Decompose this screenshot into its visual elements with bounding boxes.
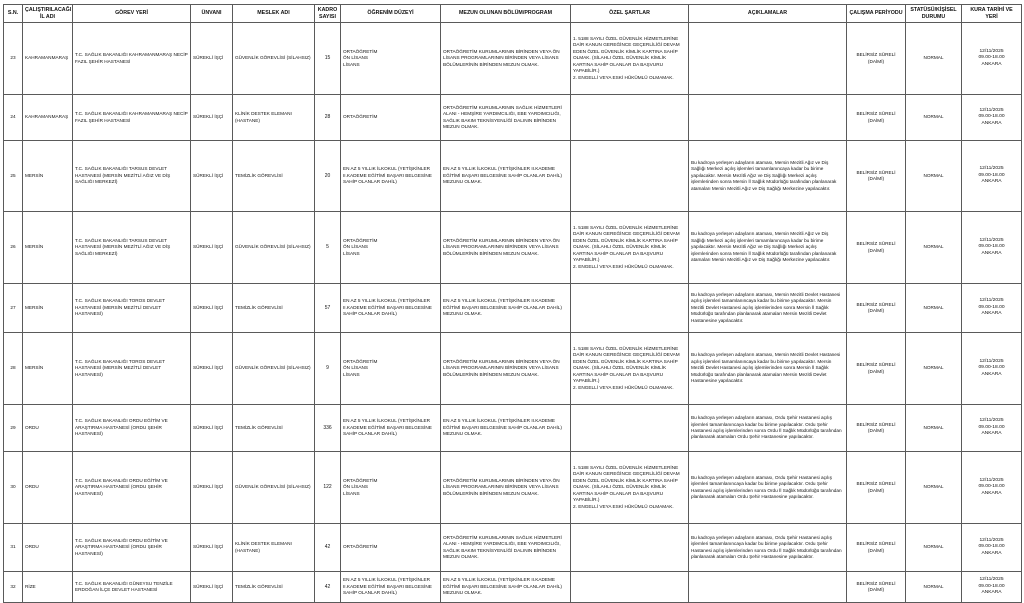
table-row (4, 141, 1022, 212)
cell-gorev-yeri: T.C. SAĞLIK BAKANLIĞI TARSUS DEVLET HASTANESİ (MERSİN MEZİTLİ AĞIZ VE DİŞ SAĞLIĞI MERKEZİ) (73, 212, 191, 284)
cell-kura-line: 09.00-18.00 (978, 583, 1005, 589)
header-bolum: MEZUN OLUNAN BÖLÜM/PROGRAM (441, 5, 571, 23)
header-aciklamalar: AÇIKLAMALAR (689, 5, 847, 23)
cell-ozel-sartlar (571, 95, 689, 141)
cell-ozel-sartlar (571, 284, 689, 333)
cell-kura-line: 09.00-18.00 (978, 424, 1005, 430)
cell-ozel-sartlar-line: 1. 5188 SAYILI ÖZEL GÜVENLİK HİZMETLERİNE DAİR KANUN GEREĞİNCE GEÇERLİLİĞİ DEVAM EDEN ÖZEL GÜVENLİK KİMLİK KARTINA SAHİP OLMAK. (SİLAHLI ÖZEL GÜVENLİK KİMLİK KARTINA SAHİP OLANLAR DA BAŞVURU YAPABİLİR.) (573, 36, 680, 74)
cell-aciklama: Bu kadroya yerleşen adayların ataması, Ordu Şehir Hastanesi açılış işlemleri tamamlanıncaya kadar bu birime yapılacaktır. Ordu Şehir Hastanesi açılış işlemlerinden sonra Ordu İl Sağlık Müdürlüğü tarafından planlanarak atamaları Ordu Şehir Hastanesine yapılacaktır. (689, 452, 847, 524)
cell-unvan: SÜREKLİ İŞÇİ (191, 284, 233, 333)
cell-aciklama: Bu kadroya yerleşen adayların ataması, Ordu Şehir Hastanesi açılış işlemleri tamamlanıncaya kadar bu birime yapılacaktır. Ordu Şehir Hastanesi açılış işlemlerinden sonra Ordu İl Sağlık Müdürlüğü tarafından planlanarak atamaları Ordu Şehir Hastanesine yapılacaktır. (689, 405, 847, 452)
cell-periyot-line: (DAİMİ) (867, 176, 885, 181)
cell-il: RİZE (23, 572, 73, 603)
header-ogrenim: ÖĞRENİM DÜZEYİ (341, 5, 441, 23)
header-kura: KURA TARİHİ VE YERİ (962, 5, 1022, 23)
cell-kadro: 57 (315, 284, 341, 333)
cell-periyot-line: BELİRSİZ SÜRELİ (856, 301, 896, 307)
cell-ozel-sartlar (571, 452, 689, 524)
cell-sn: 26 (4, 212, 23, 284)
cell-ogrenim (341, 524, 441, 572)
cell-bolum: ORTAÖĞRETİM KURUMLARININ BİRİNDEN VEYA ÖN LİSANS PROGRAMLARININ BİRİNDEN VEYA LİSANS BÖLÜMLERİNİN BİRİNDEN MEZUN OLMAK. (441, 23, 571, 95)
cell-kura (962, 23, 1022, 95)
cell-kadro: 42 (315, 524, 341, 572)
cell-periyot-line: (DAİMİ) (867, 587, 885, 592)
cell-ozel-sartlar (571, 212, 689, 284)
cell-ogrenim-line: LİSANS (343, 250, 360, 256)
table-row (4, 284, 1022, 333)
cell-ogrenim (341, 572, 441, 603)
cell-kura-line: 12/11/2025 (979, 237, 1004, 243)
table-row (4, 524, 1022, 572)
cell-il: KAHRAMANMARAŞ (23, 95, 73, 141)
cell-periyot-line: (DAİMİ) (867, 547, 885, 553)
cell-il: ORDU (23, 452, 73, 524)
table-row (4, 405, 1022, 452)
cell-kura-line: 12/11/2025 (979, 477, 1004, 483)
cell-kadro: 20 (315, 141, 341, 212)
cell-ogrenim-line: ÖN LİSANS (343, 484, 369, 490)
cell-meslek: KLİNİK DESTEK ELEMANI (HASTANE) (233, 95, 315, 141)
header-il: ÇALIŞTIRILACAĞI İL ADI (23, 5, 73, 23)
cell-ogrenim (341, 452, 441, 524)
cell-statu: NORMAL (906, 141, 962, 212)
cell-sn: 29 (4, 405, 23, 452)
cell-periyot (847, 95, 906, 141)
cell-meslek: GÜVENLİK GÖREVLİSİ (SİLAHSIZ) (233, 23, 315, 95)
cell-kura (962, 95, 1022, 141)
cell-kura-line: ANKARA (981, 120, 1002, 126)
cell-aciklama (689, 95, 847, 141)
header-kadro: KADRO SAYISI (315, 5, 341, 23)
cell-ozel-sartlar-line: 2. ENGELLİ VEYA ESKİ HÜKÜMLÜ OLMAMAK. (573, 263, 674, 269)
cell-periyot-line: BELİRSİZ SÜRELİ (856, 541, 896, 547)
cell-il: KAHRAMANMARAŞ (23, 23, 73, 95)
cell-kura-line: 09.00-18.00 (978, 244, 1005, 250)
cell-gorev-yeri: T.C. SAĞLIK BAKANLIĞI TOROS DEVLET HASTANESİ (MERSİN MEZİTLİ DEVLET HASTANESİ) (73, 333, 191, 405)
cell-periyot-line: (DAİMİ) (867, 247, 885, 253)
cell-kura-line: 12/11/2025 (979, 298, 1004, 304)
cell-il: MERSİN (23, 333, 73, 405)
header-row (4, 5, 1022, 23)
cell-il: MERSİN (23, 284, 73, 333)
cell-kura (962, 141, 1022, 212)
cell-statu: NORMAL (906, 452, 962, 524)
cell-aciklama: Bu kadroya yerleşen adayların ataması, Mersin Mezitli Devlet Hastanesi açılış işlemleri tamamlanıncaya kadar bu birime yapılacaktır. Mersin Mezitli Devlet Hastanesi açılış işlemlerinden sonra Mersin İl Sağlık Müdürlüğü tarafından planlanarak atamaları Mersin Mezitli Devlet Hastanesine yapılacaktır. (689, 284, 847, 333)
cell-kura-line: ANKARA (981, 431, 1002, 437)
cell-ogrenim (341, 284, 441, 333)
cell-sn: 25 (4, 141, 23, 212)
cell-kadro: 5 (315, 212, 341, 284)
cell-statu: NORMAL (906, 95, 962, 141)
cell-gorev-yeri: T.C. SAĞLIK BAKANLIĞI TOROS DEVLET HASTANESİ (MERSİN MEZİTLİ DEVLET HASTANESİ) (73, 284, 191, 333)
cell-ogrenim-line: ÖN LİSANS (343, 365, 369, 371)
cell-unvan: SÜREKLİ İŞÇİ (191, 212, 233, 284)
cell-periyot-line: (DAİMİ) (867, 58, 885, 64)
cell-meslek: TEMİZLİK GÖREVLİSİ (233, 405, 315, 452)
cell-ozel-sartlar-line: 2. ENGELLİ VEYA ESKİ HÜKÜMLÜ OLMAMAK. (573, 74, 674, 80)
cell-il: MERSİN (23, 141, 73, 212)
table-row (4, 23, 1022, 95)
cell-unvan: SÜREKLİ İŞÇİ (191, 333, 233, 405)
cell-gorev-yeri: T.C. SAĞLIK BAKANLIĞI KAHRAMANMARAŞ NECİP FAZIL ŞEHİR HASTANESİ (73, 95, 191, 141)
cell-periyot-line: (DAİMİ) (867, 117, 885, 123)
cell-gorev-yeri: T.C. SAĞLIK BAKANLIĞI ORDU EĞİTİM VE ARAŞTIRMA HASTANESİ (ORDU ŞEHİR HASTANESİ) (73, 405, 191, 452)
cell-statu: NORMAL (906, 572, 962, 603)
cell-kura-line: ANKARA (981, 179, 1002, 185)
cell-meslek: TEMİZLİK GÖREVLİSİ (233, 284, 315, 333)
cell-statu: NORMAL (906, 405, 962, 452)
cell-kura-line: 09.00-18.00 (978, 304, 1005, 310)
cell-ozel-sartlar-line: 1. 5188 SAYILI ÖZEL GÜVENLİK HİZMETLERİNE DAİR KANUN GEREĞİNCE GEÇERLİLİĞİ DEVAM EDEN ÖZEL GÜVENLİK KİMLİK KARTINA SAHİP OLMAK. (SİLAHLI ÖZEL GÜVENLİK KİMLİK KARTINA SAHİP OLANLAR DA BAŞVURU YAPABİLİR.) (573, 346, 680, 384)
cell-ogrenim (341, 95, 441, 141)
cell-kura-line: ANKARA (981, 590, 1002, 596)
cell-meslek: TEMİZLİK GÖREVLİSİ (233, 141, 315, 212)
cell-il: ORDU (23, 524, 73, 572)
header-sn: S.N. (4, 5, 23, 23)
table-row (4, 452, 1022, 524)
cell-bolum: EN AZ 5 YILLIK İLKOKUL (YETİŞKİNLER II.KADEME EĞİTİMİ BAŞARI BELGESİNE SAHİP OLANLAR DAHİL) MEZUNU OLMAK. (441, 284, 571, 333)
cell-gorev-yeri: T.C. SAĞLIK BAKANLIĞI KAHRAMANMARAŞ NECİP FAZIL ŞEHİR HASTANESİ (73, 23, 191, 95)
cell-aciklama (689, 23, 847, 95)
cell-il: MERSİN (23, 212, 73, 284)
cell-kura-line: ANKARA (981, 371, 1002, 377)
cell-ogrenim (341, 23, 441, 95)
cell-periyot-line: (DAİMİ) (867, 487, 885, 493)
cell-ogrenim (341, 212, 441, 284)
cell-aciklama: Bu kadroya yerleşen adayların ataması, Mersin Mezitli Ağız ve Diş Sağlığı Merkezi açılış işlemleri tamamlanıncaya kadar bu birime yapılacaktır. Mersin Mezitli Ağız ve Diş Sağlığı Merkezi açılış işlemlerinden sonra Mersin İl Sağlık Müdürlüğü tarafından planlanarak atamaları Mersin Mezitli Ağız ve Diş Sağlığı Merkezine yapılacaktır. (689, 212, 847, 284)
cell-kura-line: ANKARA (981, 61, 1002, 67)
cell-periyot (847, 452, 906, 524)
cell-kura (962, 572, 1022, 603)
cell-ozel-sartlar (571, 524, 689, 572)
cell-periyot (847, 284, 906, 333)
cell-bolum: ORTAÖĞRETİM KURUMLARININ BİRİNDEN VEYA ÖN LİSANS PROGRAMLARININ BİRİNDEN VEYA LİSANS BÖLÜMLERİNİN BİRİNDEN MEZUN OLMAK. (441, 212, 571, 284)
cell-kura-line: ANKARA (981, 250, 1002, 256)
cell-ogrenim (341, 405, 441, 452)
cell-ozel-sartlar-line: 1. 5188 SAYILI ÖZEL GÜVENLİK HİZMETLERİNE DAİR KANUN GEREĞİNCE GEÇERLİLİĞİ DEVAM EDEN ÖZEL GÜVENLİK KİMLİK KARTINA SAHİP OLMAK. (SİLAHLI ÖZEL GÜVENLİK KİMLİK KARTINA SAHİP OLANLAR DA BAŞVURU YAPABİLİR.) (573, 465, 680, 503)
cell-kura-line: 09.00-18.00 (978, 55, 1005, 61)
cell-kura-line: 09.00-18.00 (978, 484, 1005, 490)
cell-aciklama: Bu kadroya yerleşen adayların ataması, Ordu Şehir Hastanesi açılış işlemleri tamamlanıncaya kadar bu birime yapılacaktır. Ordu Şehir Hastanesi açılış işlemlerinden sonra Ordu İl Sağlık Müdürlüğü tarafından planlanarak atamaları Ordu Şehir Hastanesine yapılacaktır. (689, 524, 847, 572)
cell-kura-line: 09.00-18.00 (978, 114, 1005, 120)
header-ozel-sartlar: ÖZEL ŞARTLAR (571, 5, 689, 23)
cell-kura-line: 09.00-18.00 (978, 544, 1005, 550)
cell-statu: NORMAL (906, 284, 962, 333)
cell-sn: 24 (4, 95, 23, 141)
cell-periyot (847, 23, 906, 95)
cell-periyot-line: (DAİMİ) (867, 368, 885, 374)
cell-ozel-sartlar (571, 572, 689, 603)
cell-sn: 30 (4, 452, 23, 524)
cell-kura (962, 284, 1022, 333)
cell-bolum: EN AZ 5 YILLIK İLKOKUL (YETİŞKİNLER II.KADEME EĞİTİMİ BAŞARI BELGESİNE SAHİP OLANLAR DAHİL) MEZUNU OLMAK. (441, 141, 571, 212)
cell-periyot (847, 141, 906, 212)
cell-kura (962, 212, 1022, 284)
cell-ogrenim-line: ORTAÖĞRETİM (343, 358, 378, 364)
cell-gorev-yeri: T.C. SAĞLIK BAKANLIĞI GÜNEYSU TENZİLE ERDOĞAN İLÇE DEVLET HASTANESİ (73, 572, 191, 603)
cell-ogrenim (341, 333, 441, 405)
cell-ogrenim-line: LİSANS (343, 371, 360, 377)
table-row (4, 212, 1022, 284)
cell-ogrenim (341, 141, 441, 212)
cell-unvan: SÜREKLİ İŞÇİ (191, 95, 233, 141)
cell-kura-line: 12/11/2025 (979, 358, 1004, 364)
cell-meslek: GÜVENLİK GÖREVLİSİ (SİLAHSIZ) (233, 333, 315, 405)
cell-ogrenim-line: EN AZ 5 YILLIK İLKOKUL (YETİŞKİNLER II.KADEME EĞİTİMİ BAŞARI BELGESİNE SAHİP OLANLAR DAHİL) (343, 298, 432, 317)
job-listing-table (3, 4, 1022, 603)
cell-ozel-sartlar-line: 1. 5188 SAYILI ÖZEL GÜVENLİK HİZMETLERİNE DAİR KANUN GEREĞİNCE GEÇERLİLİĞİ DEVAM EDEN ÖZEL GÜVENLİK KİMLİK KARTINA SAHİP OLMAK. (SİLAHLI ÖZEL GÜVENLİK KİMLİK KARTINA SAHİP OLANLAR DA BAŞVURU YAPABİLİR.) (573, 225, 680, 263)
cell-bolum: ORTAÖĞRETİM KURUMLARININ BİRİNDEN VEYA ÖN LİSANS PROGRAMLARININ BİRİNDEN VEYA LİSANS BÖLÜMLERİNİN BİRİNDEN MEZUN OLMAK. (441, 333, 571, 405)
cell-gorev-yeri: T.C. SAĞLIK BAKANLIĞI ORDU EĞİTİM VE ARAŞTIRMA HASTANESİ (ORDU ŞEHİR HASTANESİ) (73, 524, 191, 572)
cell-periyot-line: BELİRSİZ SÜRELİ (856, 362, 896, 368)
cell-periyot-line: BELİRSİZ SÜRELİ (856, 241, 896, 247)
cell-sn: 31 (4, 524, 23, 572)
cell-ogrenim-line: ORTAÖĞRETİM (343, 114, 378, 120)
cell-bolum: ORTAÖĞRETİM KURUMLARININ SAĞLIK HİZMETLERİ ALANI - HEMŞİRE YARDIMCILIĞI, EBE YARDIMCILIĞI, SAĞLIK BAKIM TEKNİSYENLİĞİ DALININ BİRİNDEN MEZUN OLMAK. (441, 95, 571, 141)
cell-periyot-line: BELİRSİZ SÜRELİ (856, 111, 896, 117)
cell-unvan: SÜREKLİ İŞÇİ (191, 405, 233, 452)
cell-bolum: EN AZ 5 YILLIK İLKOKUL (YETİŞKİNLER II.KADEME EĞİTİMİ BAŞARI BELGESİNE SAHİP OLANLAR DAHİL) MEZUNU OLMAK. (441, 405, 571, 452)
table-row (4, 95, 1022, 141)
cell-periyot (847, 333, 906, 405)
cell-kura-line: 12/11/2025 (979, 577, 1004, 583)
cell-sn: 27 (4, 284, 23, 333)
cell-kura-line: 12/11/2025 (979, 48, 1004, 54)
cell-kura-line: 12/11/2025 (979, 537, 1004, 543)
cell-periyot (847, 405, 906, 452)
table-row (4, 572, 1022, 603)
cell-aciklama: Bu kadroya yerleşen adayların ataması, Mersin Mezitli Devlet Hastanesi açılış işlemleri tamamlanıncaya kadar bu birime yapılacaktır. Mersin Mezitli Devlet Hastanesi açılış işlemlerinden sonra Mersin İl Sağlık Müdürlüğü tarafından planlanarak atamaları Mersin Mezitli Devlet Hastanesine yapılacaktır. (689, 333, 847, 405)
cell-kadro: 336 (315, 405, 341, 452)
cell-unvan: SÜREKLİ İŞÇİ (191, 452, 233, 524)
cell-kura-line: ANKARA (981, 550, 1002, 556)
cell-periyot-line: (DAİMİ) (867, 308, 885, 313)
cell-kura (962, 452, 1022, 524)
cell-ogrenim-line: ORTAÖĞRETİM (343, 477, 378, 483)
cell-ozel-sartlar (571, 333, 689, 405)
cell-kadro: 122 (315, 452, 341, 524)
header-statu: STATÜSÜ/KİŞİSEL DURUMU (906, 5, 962, 23)
cell-periyot-line: BELİRSİZ SÜRELİ (856, 580, 896, 586)
cell-statu: NORMAL (906, 23, 962, 95)
cell-ozel-sartlar-line: 2. ENGELLİ VEYA ESKİ HÜKÜMLÜ OLMAMAK. (573, 384, 674, 390)
cell-gorev-yeri: T.C. SAĞLIK BAKANLIĞI TARSUS DEVLET HASTANESİ (MERSİN MEZİTLİ AĞIZ VE DİŞ SAĞLIĞI MERKEZİ) (73, 141, 191, 212)
cell-kura (962, 524, 1022, 572)
cell-kura-line: 12/11/2025 (979, 107, 1004, 113)
cell-ozel-sartlar (571, 141, 689, 212)
cell-il: ORDU (23, 405, 73, 452)
cell-ozel-sartlar (571, 405, 689, 452)
cell-ogrenim-line: EN AZ 5 YILLIK İLKOKUL (YETİŞKİNLER II.KADEME EĞİTİMİ BAŞARI BELGESİNE SAHİP OLANLAR DAHİL) (343, 577, 432, 596)
cell-statu: NORMAL (906, 333, 962, 405)
header-unvan: ÜNVANI (191, 5, 233, 23)
cell-meslek: GÜVENLİK GÖREVLİSİ (SİLAHSIZ) (233, 452, 315, 524)
cell-ogrenim-line: ORTAÖĞRETİM (343, 48, 378, 54)
cell-sn: 23 (4, 23, 23, 95)
cell-meslek: TEMİZLİK GÖREVLİSİ (233, 572, 315, 603)
cell-kadro: 9 (315, 333, 341, 405)
cell-ogrenim-line: LİSANS (343, 61, 360, 67)
header-gorev-yeri: GÖREV YERİ (73, 5, 191, 23)
cell-unvan: SÜREKLİ İŞÇİ (191, 572, 233, 603)
cell-ogrenim-line: EN AZ 5 YILLIK İLKOKUL (YETİŞKİNLER II.KADEME EĞİTİMİ BAŞARI BELGESİNE SAHİP OLANLAR DAHİL) (343, 166, 432, 185)
cell-ogrenim-line: ORTAÖĞRETİM (343, 544, 378, 550)
cell-kura-line: 12/11/2025 (979, 418, 1004, 424)
cell-kura-line: 09.00-18.00 (978, 365, 1005, 371)
cell-statu: NORMAL (906, 212, 962, 284)
cell-periyot-line: (DAİMİ) (867, 428, 885, 433)
cell-statu: NORMAL (906, 524, 962, 572)
cell-kura-line: 12/11/2025 (979, 166, 1004, 172)
cell-bolum: EN AZ 5 YILLIK İLKOKUL (YETİŞKİNLER II.KADEME EĞİTİMİ BAŞARI BELGESİNE SAHİP OLANLAR DAHİL) MEZUNU OLMAK. (441, 572, 571, 603)
header-periyot: ÇALIŞMA PERİYODU (847, 5, 906, 23)
cell-bolum: ORTAÖĞRETİM KURUMLARININ BİRİNDEN VEYA ÖN LİSANS PROGRAMLARININ BİRİNDEN VEYA LİSANS BÖLÜMLERİNİN BİRİNDEN MEZUN OLMAK. (441, 452, 571, 524)
cell-kadro: 28 (315, 95, 341, 141)
cell-aciklama (689, 572, 847, 603)
cell-aciklama: Bu kadroya yerleşen adayların ataması, Mersin Mezitli Ağız ve Diş Sağlığı Merkezi açılış işlemleri tamamlanıncaya kadar bu birime yapılacaktır. Mersin Mezitli Ağız ve Diş Sağlığı Merkezi açılış işlemlerinden sonra Mersin İl Sağlık Müdürlüğü tarafından planlanarak atamaları Mersin Mezitli Ağız ve Diş Sağlığı Merkezine yapılacaktır. (689, 141, 847, 212)
cell-unvan: SÜREKLİ İŞÇİ (191, 23, 233, 95)
cell-kura-line: 09.00-18.00 (978, 172, 1005, 178)
cell-kura (962, 333, 1022, 405)
cell-kadro: 42 (315, 572, 341, 603)
cell-kadro: 15 (315, 23, 341, 95)
cell-periyot-line: BELİRSİZ SÜRELİ (856, 481, 896, 487)
cell-ogrenim-line: LİSANS (343, 490, 360, 496)
cell-unvan: SÜREKLİ İŞÇİ (191, 141, 233, 212)
cell-ozel-sartlar (571, 23, 689, 95)
cell-meslek: GÜVENLİK GÖREVLİSİ (SİLAHSIZ) (233, 212, 315, 284)
table-row (4, 333, 1022, 405)
cell-sn: 28 (4, 333, 23, 405)
cell-periyot-line: BELİRSİZ SÜRELİ (856, 421, 896, 427)
cell-ogrenim-line: ÖN LİSANS (343, 244, 369, 250)
cell-meslek: KLİNİK DESTEK ELEMANI (HASTANE) (233, 524, 315, 572)
cell-kura-line: ANKARA (981, 311, 1002, 317)
cell-periyot (847, 212, 906, 284)
cell-ogrenim-line: ORTAÖĞRETİM (343, 237, 378, 243)
cell-kura (962, 405, 1022, 452)
cell-sn: 32 (4, 572, 23, 603)
cell-periyot-line: BELİRSİZ SÜRELİ (856, 52, 896, 58)
cell-ogrenim-line: ÖN LİSANS (343, 55, 369, 61)
cell-unvan: SÜREKLİ İŞÇİ (191, 524, 233, 572)
cell-kura-line: ANKARA (981, 490, 1002, 496)
cell-periyot (847, 524, 906, 572)
cell-ogrenim-line: EN AZ 5 YILLIK İLKOKUL (YETİŞKİNLER II.KADEME EĞİTİMİ BAŞARI BELGESİNE SAHİP OLANLAR DAHİL) (343, 418, 432, 437)
header-meslek: MESLEK ADI (233, 5, 315, 23)
cell-gorev-yeri: T.C. SAĞLIK BAKANLIĞI ORDU EĞİTİM VE ARAŞTIRMA HASTANESİ (ORDU ŞEHİR HASTANESİ) (73, 452, 191, 524)
cell-bolum: ORTAÖĞRETİM KURUMLARININ SAĞLIK HİZMETLERİ ALANI - HEMŞİRE YARDIMCILIĞI, EBE YARDIMCILIĞI, SAĞLIK BAKIM TEKNİSYENLİĞİ DALININ BİRİNDEN MEZUN OLMAK. (441, 524, 571, 572)
cell-ozel-sartlar-line: 2. ENGELLİ VEYA ESKİ HÜKÜMLÜ OLMAMAK. (573, 503, 674, 509)
cell-periyot (847, 572, 906, 603)
cell-periyot-line: BELİRSİZ SÜRELİ (856, 169, 896, 175)
